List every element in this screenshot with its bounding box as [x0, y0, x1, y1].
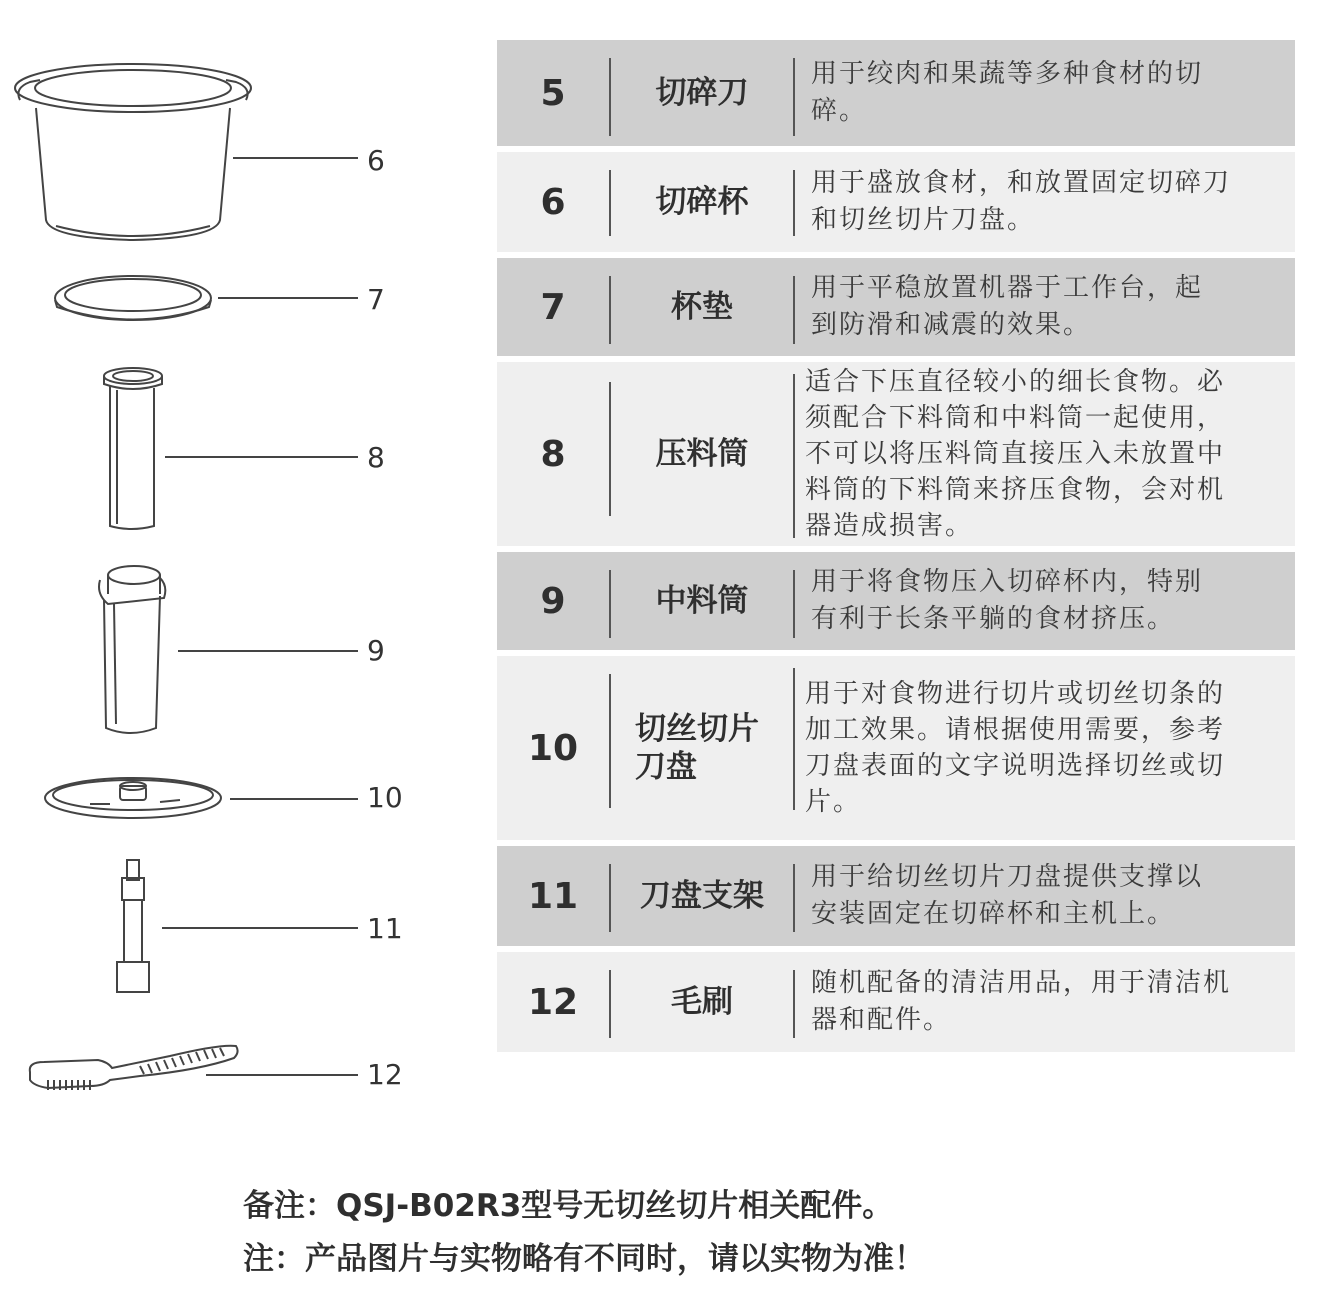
part-description: 适合下压直径较小的细长食物。必 须配合下料筒和中料筒一起使用， 不可以将压料筒直接压入未放置中 料筒的下料筒来挤压食物，会对机 器造成损害。: [805, 367, 1226, 541]
table-row: [497, 952, 1295, 1052]
part-number: 5: [540, 72, 566, 114]
cup-pad-icon: [55, 276, 211, 320]
column-divider: [793, 276, 795, 344]
notes: [243, 1180, 925, 1286]
table-row: [497, 656, 1295, 840]
table-row: [497, 40, 1295, 146]
part-number: 12: [527, 981, 579, 1023]
part-description: 用于将食物压入切碎杯内，特别 有利于长条平躺的食材挤压。: [811, 567, 1204, 634]
part-number: 9: [540, 580, 566, 622]
note-model: 备注：QSJ-B02R3型号无切丝切片相关配件。: [243, 1188, 894, 1224]
callout-number: 11: [367, 912, 403, 945]
parts-table: [497, 40, 1295, 1058]
callout-number: 12: [367, 1058, 403, 1091]
part-number: 7: [540, 286, 566, 328]
table-row: [497, 846, 1295, 946]
part-description: 用于给切丝切片刀盘提供支撑以 安装固定在切碎杯和主机上。: [811, 862, 1204, 929]
column-divider: [793, 58, 795, 136]
column-divider: [793, 668, 795, 810]
part-number: 6: [540, 181, 566, 223]
part-description: 用于对食物进行切片或切丝切条的 加工效果。请根据使用需要，参考 刀盘表面的文字说明选择切丝或切 片。: [805, 679, 1226, 817]
disc-holder-icon: [117, 860, 149, 992]
part-description: 用于绞肉和果蔬等多种食材的切 碎。: [811, 59, 1204, 126]
column-divider: [793, 170, 795, 236]
column-divider: [793, 570, 795, 638]
callout-number: 6: [367, 144, 385, 177]
note-disclaimer: 注：产品图片与实物略有不同时，请以实物为准！: [243, 1241, 925, 1277]
part-name: 切碎刀: [655, 75, 749, 111]
part-description: 用于盛放食材，和放置固定切碎刀 和切丝切片刀盘。: [811, 168, 1232, 235]
column-divider: [793, 374, 795, 538]
part-description: 用于平稳放置机器于工作台，起 到防滑和减震的效果。: [811, 273, 1204, 340]
part-number: 8: [540, 433, 566, 475]
brush-icon: [30, 1046, 238, 1090]
callout-number: 8: [367, 441, 385, 474]
callout-number: 7: [367, 283, 385, 316]
slicing-disc-icon: [45, 778, 221, 818]
table-row: [497, 152, 1295, 252]
column-divider: [793, 864, 795, 932]
middle-tube-icon: [99, 566, 165, 733]
part-name: 中料筒: [655, 583, 749, 619]
part-name: 切丝切片 刀盘: [635, 711, 759, 785]
column-divider: [793, 970, 795, 1038]
part-description: 随机配备的清洁用品，用于清洁机 器和配件。: [811, 968, 1232, 1035]
part-name: 切碎杯: [655, 184, 749, 220]
part-name: 毛刷: [671, 984, 733, 1020]
part-number: 10: [527, 727, 579, 769]
table-row: [497, 362, 1295, 546]
chopping-bowl-icon: [15, 64, 251, 240]
part-name: 压料筒: [655, 436, 749, 472]
table-row: [497, 258, 1295, 356]
pusher-icon: [104, 368, 162, 529]
part-number: 11: [527, 875, 579, 917]
table-row: [497, 552, 1295, 650]
part-name: 杯垫: [671, 289, 733, 325]
callout-number: 9: [367, 634, 385, 667]
part-name: 刀盘支架: [640, 878, 764, 914]
callout-number: 10: [367, 781, 403, 814]
